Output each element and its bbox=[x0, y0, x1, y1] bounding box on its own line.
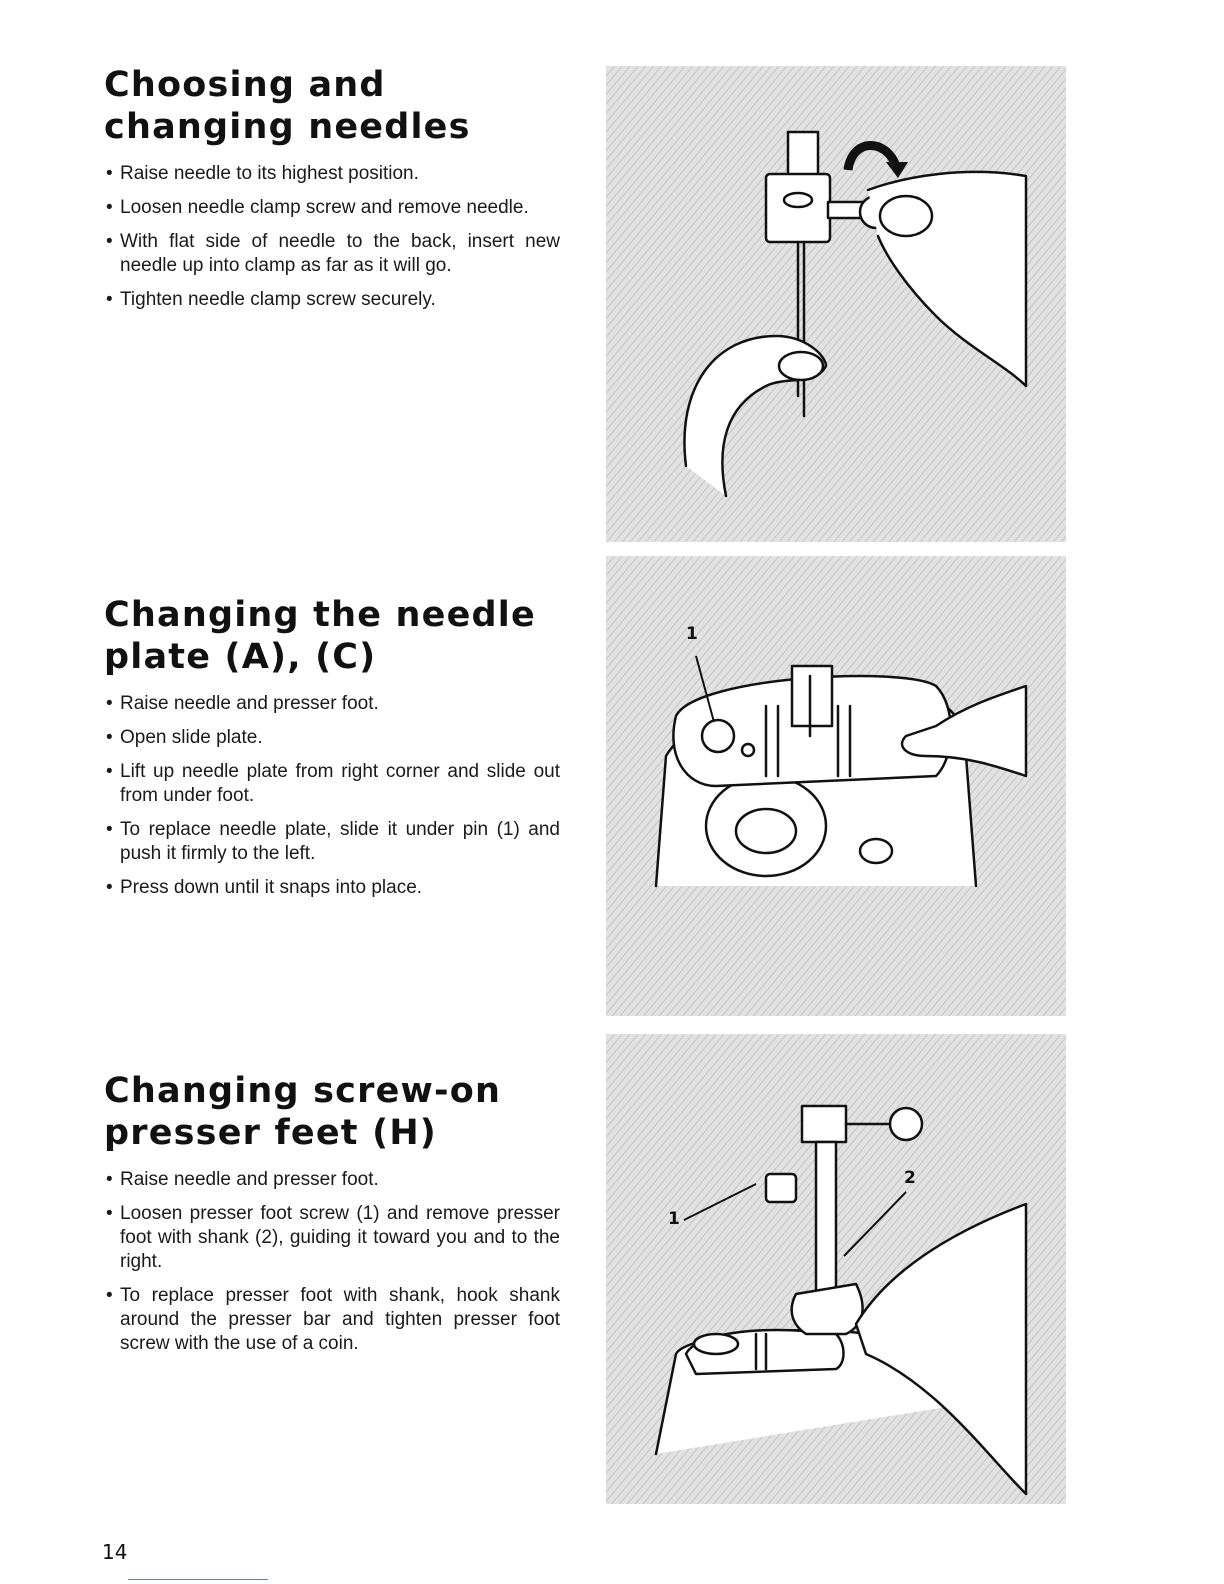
instruction-item: • To replace presser foot with shank, hook shank around the presser bar and tighten presser foot screw with the use of a coin. bbox=[104, 1284, 560, 1356]
bottom-rule bbox=[128, 1579, 268, 1580]
section-presser-feet bbox=[104, 1070, 560, 1366]
instruction-item: • Raise needle to its highest position. bbox=[104, 162, 560, 186]
needle-plate-illustration bbox=[606, 556, 1066, 1016]
instruction-item: • Loosen needle clamp screw and remove needle. bbox=[104, 196, 560, 220]
instruction-item: • Raise needle and presser foot. bbox=[104, 1168, 560, 1192]
section-needle-plate bbox=[104, 594, 560, 910]
page-number: 14 bbox=[102, 1540, 128, 1564]
instruction-item: • Lift up needle plate from right corner and slide out from under foot. bbox=[104, 760, 560, 808]
instruction-item: • To replace needle plate, slide it under pin (1) and push it firmly to the left. bbox=[104, 818, 560, 866]
callout-2: 2 bbox=[904, 1168, 916, 1188]
callout-1: 1 bbox=[686, 624, 698, 644]
section-title: Choosing and changing needles bbox=[104, 65, 471, 147]
instruction-list bbox=[104, 162, 560, 312]
section-title: Changing screw-on presser feet (H) bbox=[104, 1071, 502, 1153]
section-title: Changing the needle plate (A), (C) bbox=[104, 595, 536, 677]
instruction-item: • Open slide plate. bbox=[104, 726, 560, 750]
instruction-item: • Press down until it snaps into place. bbox=[104, 876, 560, 900]
instruction-item: • Tighten needle clamp screw securely. bbox=[104, 288, 560, 312]
callout-1: 1 bbox=[668, 1209, 680, 1229]
needle-clamp-illustration bbox=[606, 66, 1066, 542]
instruction-list bbox=[104, 692, 560, 900]
instruction-list bbox=[104, 1168, 560, 1356]
instruction-item: • With flat side of needle to the back, insert new needle up into clamp as far as it will go. bbox=[104, 230, 560, 278]
presser-foot-illustration bbox=[606, 1034, 1066, 1504]
instruction-item: • Raise needle and presser foot. bbox=[104, 692, 560, 716]
instruction-item: • Loosen presser foot screw (1) and remove presser foot with shank (2), guiding it toward you and to the right. bbox=[104, 1202, 560, 1274]
section-choosing-needles bbox=[104, 64, 560, 322]
